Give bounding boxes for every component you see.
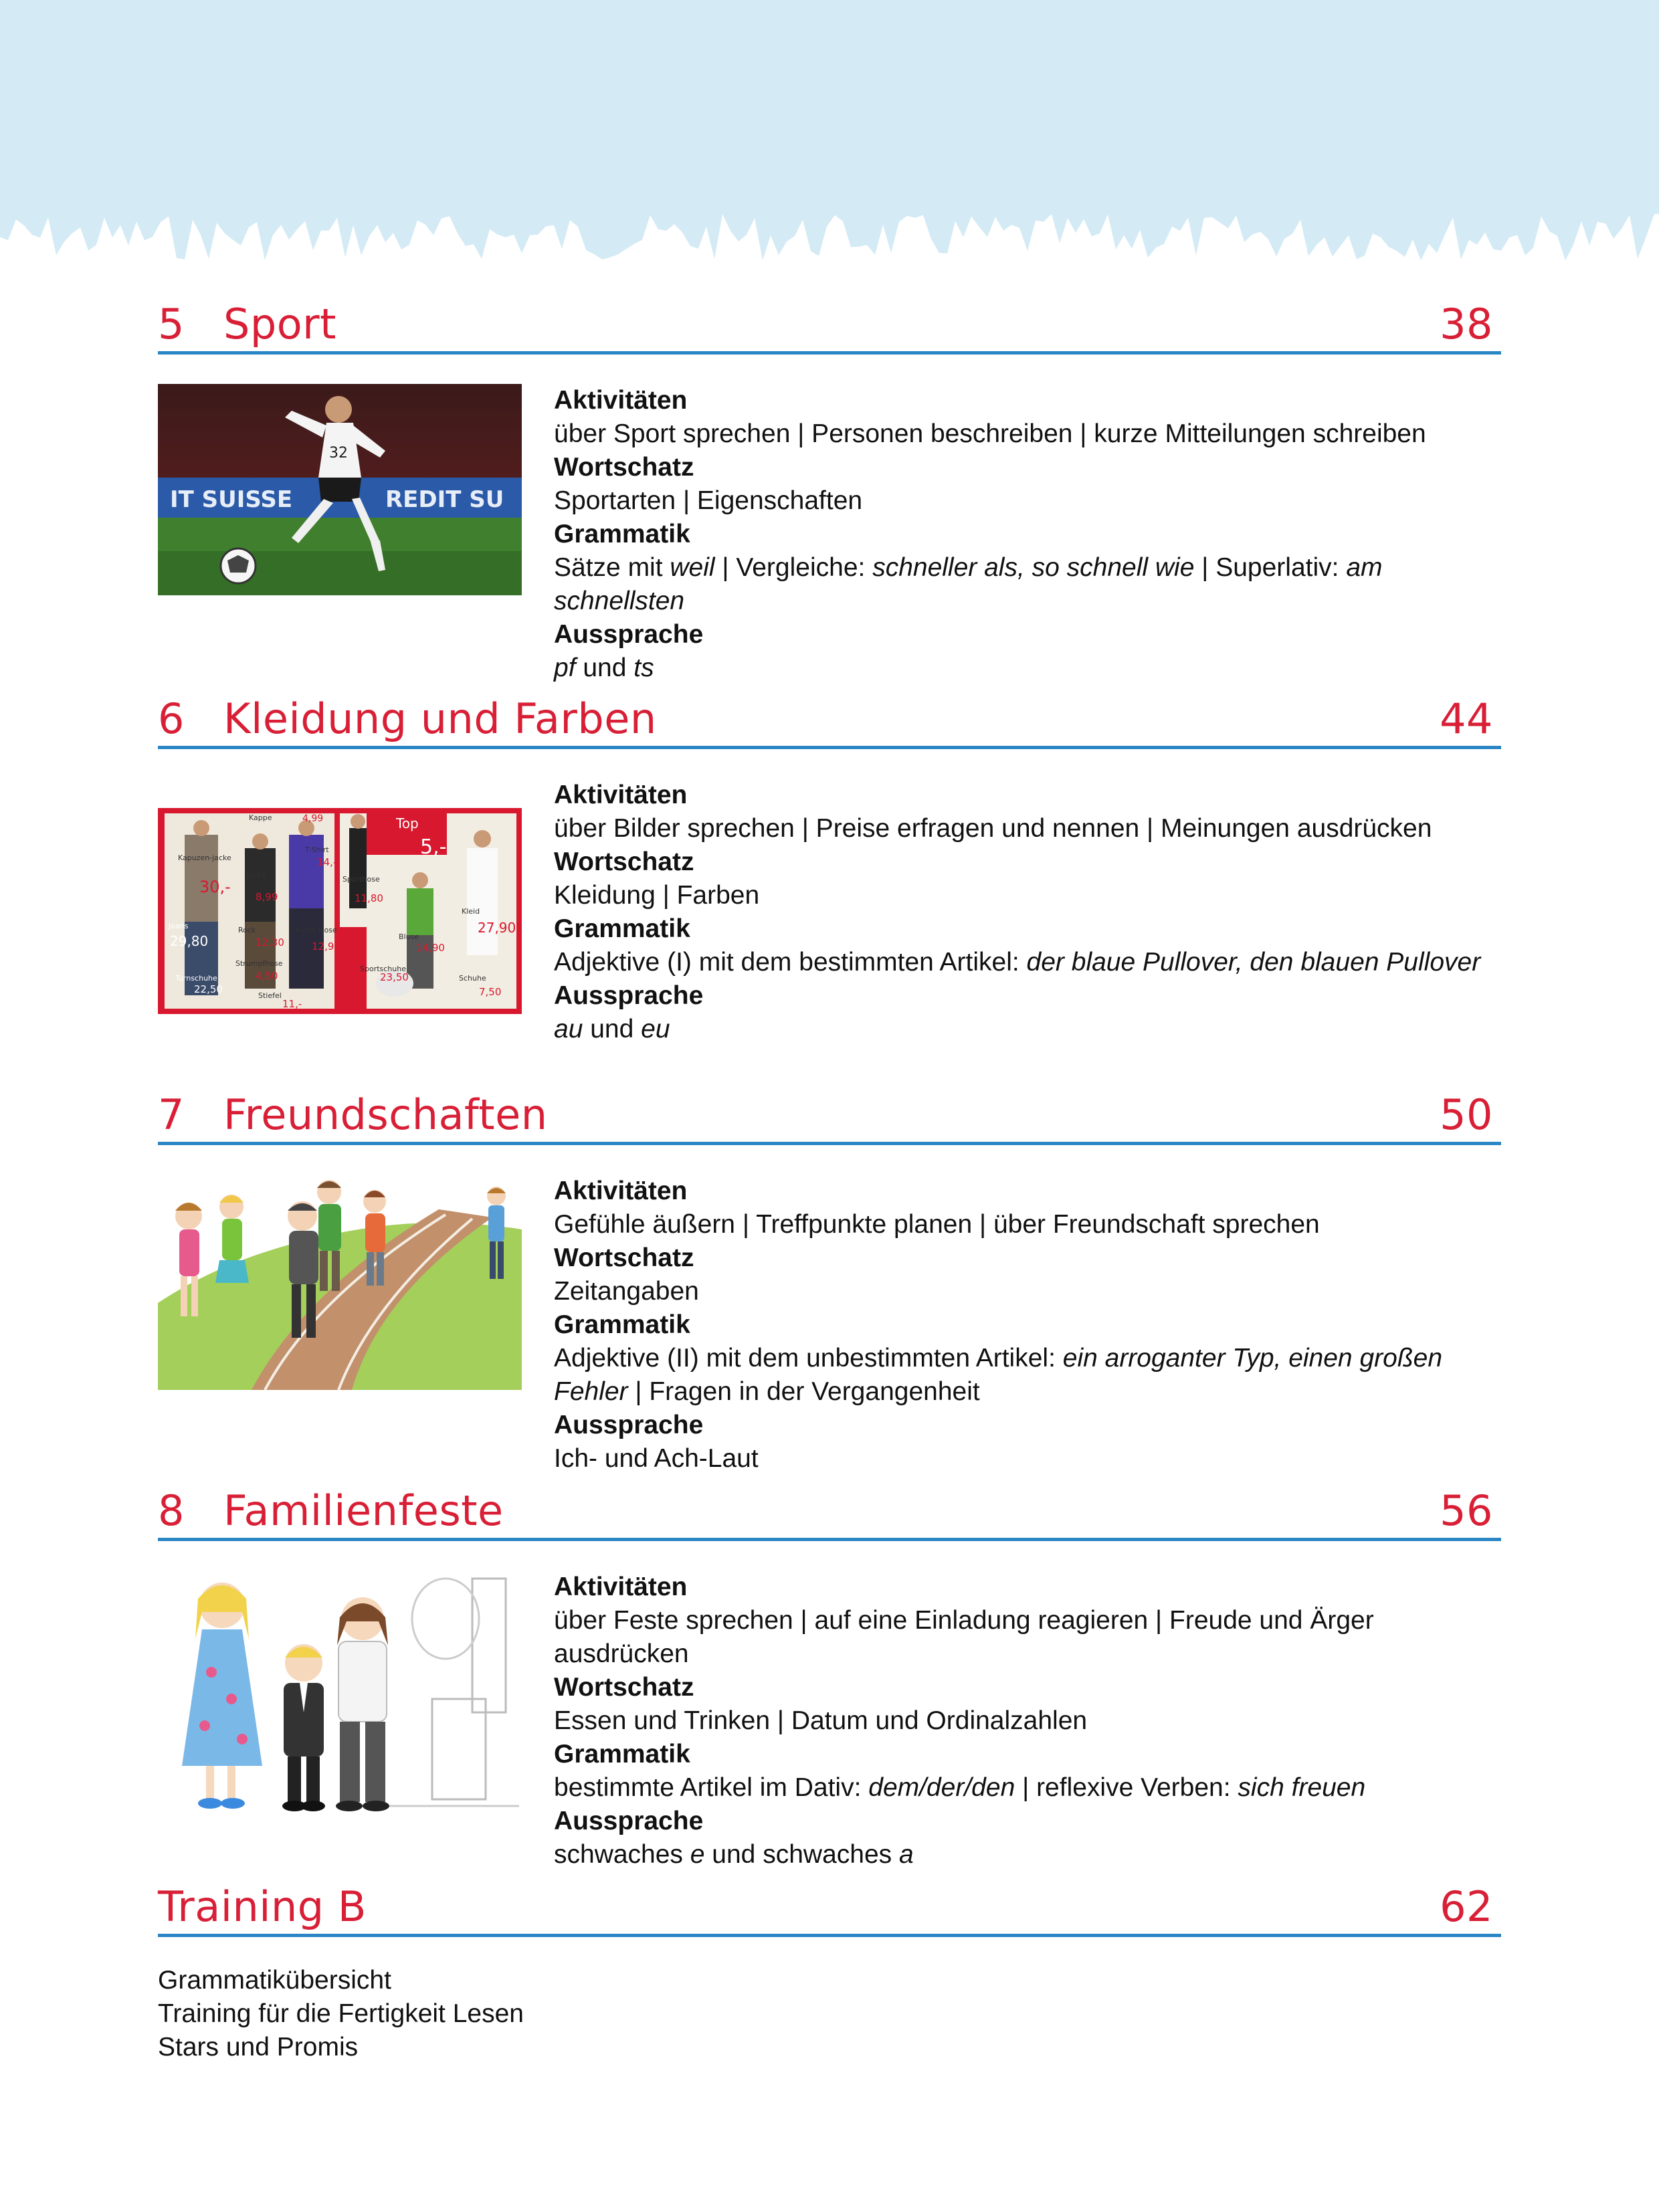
- shirt-number: 32: [329, 445, 348, 462]
- activities-label: Aktivitäten: [554, 1573, 688, 1601]
- svg-text:27,90: 27,90: [478, 920, 516, 936]
- svg-text:22,50: 22,50: [194, 983, 223, 995]
- activities-text: über Sport sprechen | Personen beschreiben | kurze Mitteilungen schreiben: [554, 419, 1426, 448]
- svg-text:Stiefel: Stiefel: [258, 991, 282, 1000]
- chapter-number: 7: [158, 1090, 185, 1139]
- svg-text:14,90: 14,90: [416, 942, 445, 954]
- chapter-number: 8: [158, 1486, 185, 1535]
- activities-label: Aktivitäten: [554, 386, 688, 415]
- svg-text:Kleid: Kleid: [462, 907, 480, 916]
- vocabulary-label: Wortschatz: [554, 1673, 694, 1702]
- vocabulary-label: Wortschatz: [554, 453, 694, 482]
- chapter-details: [554, 1571, 1501, 1872]
- training-list: [158, 1964, 524, 2064]
- svg-text:14,-: 14,-: [317, 856, 337, 868]
- svg-text:Kurze Hose: Kurze Hose: [296, 926, 337, 934]
- training-item: Grammatikübersicht: [158, 1966, 391, 1995]
- pronunciation-label: Aussprache: [554, 1807, 704, 1835]
- training-title: Training B: [158, 1882, 367, 1931]
- svg-text:11,-: 11,-: [282, 998, 302, 1010]
- heading-rule: [158, 1142, 1501, 1145]
- family-cartoon: [158, 1565, 522, 1823]
- chapter-details: [554, 779, 1501, 1046]
- svg-text:11,80: 11,80: [355, 892, 383, 904]
- grammar-label: Grammatik: [554, 520, 690, 548]
- svg-text:Schuhe: Schuhe: [459, 974, 486, 983]
- activities-text: über Bilder sprechen | Preise erfragen und nennen | Meinungen ausdrücken: [554, 814, 1432, 843]
- heading-rule: [158, 746, 1501, 749]
- svg-text:4,50: 4,50: [256, 970, 278, 982]
- svg-text:23,50: 23,50: [380, 971, 409, 983]
- clothing-catalogue-photo: [158, 808, 522, 1014]
- svg-text:12,90: 12,90: [312, 940, 340, 952]
- page-number: 44: [1440, 694, 1493, 743]
- pronunciation-text: Ich- und Ach-Laut: [554, 1444, 759, 1473]
- chapter-heading: [158, 1078, 1501, 1145]
- grammar-text: Adjektive (I) mit dem bestimmten Artikel: der blaue Pullover, den blauen Pullover: [554, 948, 1481, 977]
- chapter-details: [554, 1175, 1501, 1476]
- training-item: Training für die Fertigkeit Lesen: [158, 1999, 524, 2028]
- svg-text:Kappe: Kappe: [249, 813, 272, 822]
- heading-rule: [158, 1934, 1501, 1937]
- vocabulary-text: Sportarten | Eigenschaften: [554, 486, 863, 515]
- chapter-number: 6: [158, 694, 185, 743]
- grammar-text: Sätze mit weil | Vergleiche: schneller als, so schnell wie | Superlativ: am schnellsten: [554, 553, 1383, 615]
- friends-cartoon: [158, 1169, 522, 1390]
- page-number: 38: [1440, 300, 1493, 348]
- page-number: 50: [1440, 1090, 1493, 1139]
- svg-text:Sportschuhe: Sportschuhe: [360, 965, 406, 973]
- advertising-board-right: REDIT SU: [385, 486, 504, 513]
- vocabulary-label: Wortschatz: [554, 847, 694, 876]
- svg-text:Jeans: Jeans: [169, 922, 189, 930]
- chapter-7: [158, 1078, 1501, 1473]
- activities-text: über Feste sprechen | auf eine Einladung reagieren | Freude und Ärger ausdrücken: [554, 1606, 1374, 1668]
- chapter-heading: [158, 1474, 1501, 1541]
- svg-text:Strumpfhose: Strumpfhose: [235, 959, 283, 968]
- chapter-title: Familienfeste: [223, 1486, 504, 1535]
- grammar-text: Adjektive (II) mit dem unbestimmten Artikel: ein arroganter Typ, einen großen Fehler | Fragen in der Vergangenheit: [554, 1344, 1443, 1406]
- chapter-number: 5: [158, 300, 185, 348]
- chapter-title: Kleidung und Farben: [223, 694, 657, 743]
- activities-label: Aktivitäten: [554, 781, 688, 809]
- svg-text:8,99: 8,99: [256, 891, 278, 903]
- chapter-5: [158, 288, 1501, 682]
- svg-text:Top: Top: [396, 815, 419, 831]
- svg-text:Sporthose: Sporthose: [343, 875, 380, 884]
- chapter-heading: [158, 288, 1501, 355]
- training-item: Stars und Promis: [158, 2033, 359, 2062]
- activities-label: Aktivitäten: [554, 1177, 688, 1205]
- vocabulary-text: Essen und Trinken | Datum und Ordinalzahlen: [554, 1706, 1088, 1735]
- chapter-8: [158, 1474, 1501, 1869]
- header-banner: [0, 0, 1659, 268]
- pronunciation-label: Aussprache: [554, 981, 704, 1010]
- chapter-6: [158, 682, 1501, 1043]
- pronunciation-text: schwaches e und schwaches a: [554, 1840, 914, 1869]
- svg-text:Rock: Rock: [238, 926, 256, 934]
- grammar-label: Grammatik: [554, 1740, 690, 1769]
- chapter-title: Freundschaften: [223, 1090, 548, 1139]
- page-number: 56: [1440, 1486, 1493, 1535]
- pronunciation-label: Aussprache: [554, 1411, 704, 1439]
- svg-text:T-Shirt: T-Shirt: [305, 845, 329, 854]
- vocabulary-text: Kleidung | Farben: [554, 881, 760, 910]
- heading-rule: [158, 351, 1501, 355]
- pronunciation-label: Aussprache: [554, 620, 704, 649]
- pronunciation-text: au und eu: [554, 1015, 670, 1043]
- svg-text:7,50: 7,50: [479, 986, 502, 998]
- advertising-board-left: IT SUISSE: [170, 486, 293, 513]
- svg-text:12,30: 12,30: [256, 936, 284, 948]
- football-player-photo: [158, 384, 522, 595]
- grammar-text: bestimmte Artikel im Dativ: dem/der/den | reflexive Verben: sich freuen: [554, 1773, 1366, 1802]
- svg-text:30,-: 30,-: [199, 878, 231, 896]
- svg-text:5,-: 5,-: [420, 835, 447, 859]
- activities-text: Gefühle äußern | Treffpunkte planen | über Freundschaft sprechen: [554, 1210, 1320, 1239]
- svg-text:Kapuzen-jacke: Kapuzen-jacke: [178, 853, 231, 862]
- svg-text:Jacke: Jacke: [246, 871, 266, 880]
- svg-text:4,99: 4,99: [302, 813, 324, 824]
- svg-text:Bluse: Bluse: [399, 932, 419, 941]
- chapter-heading: [158, 682, 1501, 749]
- grammar-label: Grammatik: [554, 1310, 690, 1339]
- page-number: 62: [1440, 1882, 1493, 1931]
- vocabulary-text: Zeitangaben: [554, 1277, 699, 1306]
- pronunciation-text: pf und ts: [554, 653, 654, 682]
- vocabulary-label: Wortschatz: [554, 1243, 694, 1272]
- grammar-label: Grammatik: [554, 914, 690, 943]
- svg-text:Turnschuhe: Turnschuhe: [175, 974, 217, 983]
- chapter-title: Sport: [223, 300, 336, 348]
- training-section: [158, 1870, 1501, 2062]
- chapter-details: [554, 384, 1501, 685]
- heading-rule: [158, 1538, 1501, 1541]
- training-heading: [158, 1870, 1501, 1937]
- svg-text:29,80: 29,80: [170, 933, 209, 949]
